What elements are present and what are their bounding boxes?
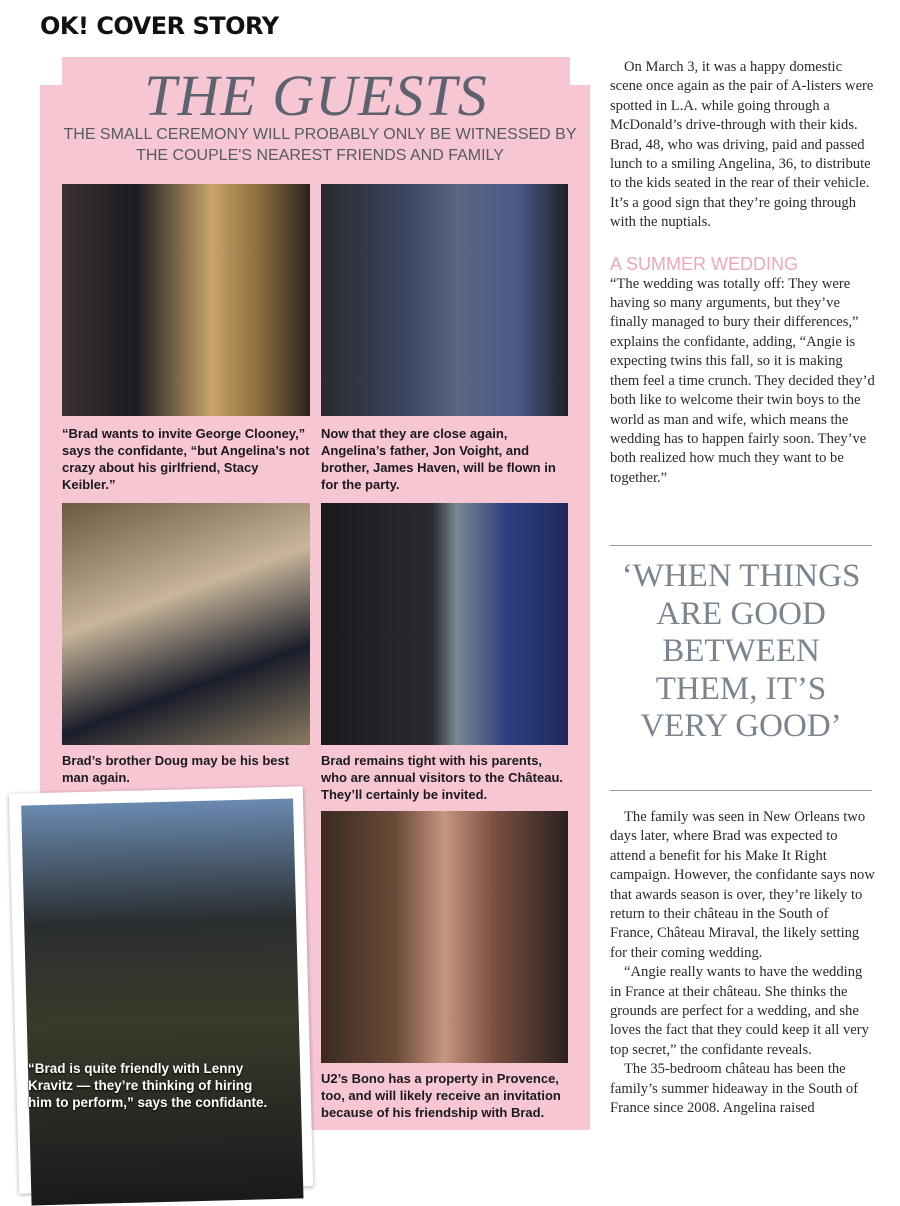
caption: “Brad wants to invite George Clooney,” says the confidante, “but Angelina’s not crazy about his girlfriend, Stacy Keibler.” — [62, 426, 310, 492]
article-paragraph: The 35-bedroom château has been the family’s summer hideaway in the South of France since 2008. Angelina raised — [610, 1061, 859, 1117]
caption: “Brad is quite friendly with Lenny Kravitz — they’re thinking of hiring him to perform,” says the confidante. — [28, 1061, 268, 1110]
caption: U2’s Bono has a property in Provence, too, and will likely receive an invitation because of his friendship with Brad. — [321, 1071, 561, 1120]
polaroid-lenny-kravitz — [9, 786, 313, 1194]
box-subtitle: THE SMALL CEREMONY WILL PROBABLY ONLY BE WITNESSED BY THE COUPLE'S NEAREST FRIENDS AND FAMILY — [63, 126, 577, 164]
article-paragraph: “The wedding was totally off: They were having so many arguments, but they’ve finally managed to bury their differences,” explains the confidante, adding, “Angie is expecting twins this fall, so it is making them feel a time crunch. They decided they’d both like to welcome their twin boys to the world as man and wife, which means the wedding has to happen fairly soon. They’ve both realized how much they want to be together.” — [610, 275, 875, 486]
divider — [610, 790, 872, 791]
caption: Brad’s brother Doug may be his best man again. — [62, 753, 290, 785]
photo-bono — [321, 811, 568, 1063]
photo-doug-pitt — [62, 503, 310, 745]
photo-lenny-kravitz — [21, 798, 303, 1205]
caption: Now that they are close again, Angelina’s father, Jon Voight, and brother, James Haven, will be flown in for the party. — [321, 426, 556, 492]
section-label: COVER STORY — [96, 12, 279, 40]
article-paragraph: On March 3, it was a happy domestic scene once again as the pair of A-listers were spotted in L.A. while going through a McDonald’s drive-through with their kids. Brad, 48, who was driving, paid and passed lunch to a smiling Angelina, 36, to distribute to the kids seated in the rear of their vehicle. It’s a good sign that they’re going through with the nuptials. — [610, 59, 874, 231]
photo-clooney-keibler — [62, 184, 310, 416]
box-title: THE GUESTS — [144, 63, 488, 128]
photo-pitt-parents — [321, 503, 568, 745]
article-paragraph: “Angie really wants to have the wedding in France at their château. She thinks the grounds are perfect for a wedding, and she loves the fact that they could keep it all very top secret,” the confidante reveals. — [610, 964, 869, 1058]
subhead: A SUMMER WEDDING — [610, 253, 799, 274]
brand-logo: OK! — [40, 12, 89, 40]
article-column-top — [610, 58, 875, 488]
photo-voight-haven — [321, 184, 568, 416]
caption: Brad remains tight with his parents, who are annual visitors to the Château. They’ll certainly be invited. — [321, 753, 563, 802]
pull-quote: ‘WHEN THINGS ARE GOOD BETWEEN THEM, IT’S VERY GOOD’ — [621, 558, 861, 744]
divider — [610, 545, 872, 546]
article-paragraph: The family was seen in New Orleans two days later, where Brad was expected to attend a benefit for his Make It Right campaign. However, the confidante says now that awards season is over, they’re likely to return to their château in the South of France, Château Miraval, the likely setting for their coming wedding. — [610, 809, 875, 961]
article-column-bottom — [610, 808, 875, 1119]
section-header — [40, 12, 279, 40]
